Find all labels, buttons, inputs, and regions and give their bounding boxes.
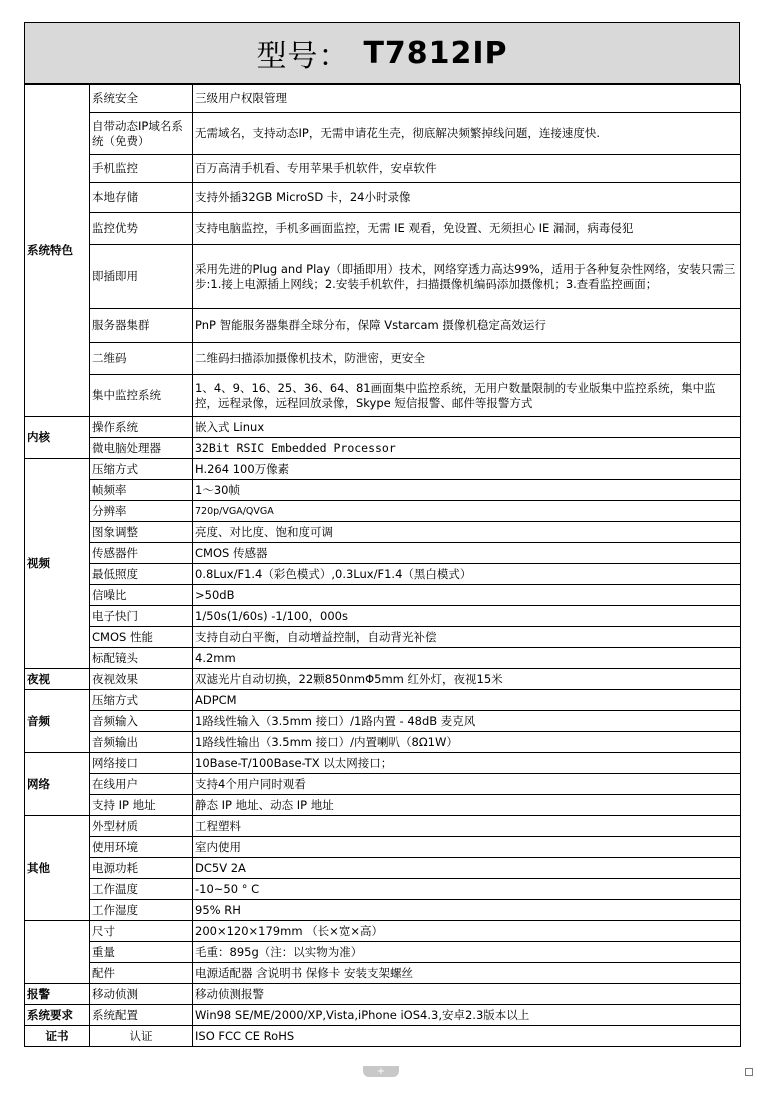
value-cell: 室内使用 [193,837,741,858]
feature-cell: 即插即用 [90,245,193,309]
value-cell: 静态 IP 地址、动态 IP 地址 [193,795,741,816]
value-cell: 三级用户权限管理 [193,85,741,113]
value-cell: 支持自动白平衡，自动增益控制，自动背光补偿 [193,627,741,648]
value-cell: ADPCM [193,690,741,711]
category-cell: 系统要求 [25,1005,90,1026]
value-cell: 1路线性输入（3.5mm 接口）/1路内置 - 48dB 麦克风 [193,711,741,732]
title-banner [24,22,740,84]
feature-cell: 系统配置 [90,1005,193,1026]
feature-cell: CMOS 性能 [90,627,193,648]
table-row [25,837,741,858]
feature-cell: 图象调整 [90,522,193,543]
value-cell: 95% RH [193,900,741,921]
resize-corner-icon[interactable] [745,1068,753,1076]
value-cell: PnP 智能服务器集群全球分布，保障 Vstarcam 摄像机稳定高效运行 [193,309,741,343]
spec-table [24,84,741,1047]
table-row [25,795,741,816]
value-cell: 二维码扫描添加摄像机技术，防泄密，更安全 [193,343,741,375]
table-row [25,459,741,480]
feature-cell: 网络接口 [90,753,193,774]
value-cell: 1路线性输出（3.5mm 接口）/内置喇叭（8Ω1W） [193,732,741,753]
value-cell: >50dB [193,585,741,606]
table-row [25,858,741,879]
table-row [25,711,741,732]
value-cell: Win98 SE/ME/2000/XP,Vista,iPhone iOS4.3,安卓2.3版本以上 [193,1005,741,1026]
feature-cell: 手机监控 [90,155,193,183]
value-cell: DC5V 2A [193,858,741,879]
table-row [25,522,741,543]
feature-cell: 本地存储 [90,183,193,213]
value-cell: 百万高清手机看、专用苹果手机软件，安卓软件 [193,155,741,183]
table-row [25,732,741,753]
feature-cell: 工作湿度 [90,900,193,921]
table-row [25,921,741,942]
table-row [25,543,741,564]
feature-cell: 音频输出 [90,732,193,753]
feature-cell: 音频输入 [90,711,193,732]
table-row [25,245,741,309]
table-row [25,627,741,648]
value-cell: 支持4个用户同时观看 [193,774,741,795]
category-cell: 视频 [25,459,90,669]
table-row [25,606,741,627]
value-cell: 4.2mm [193,648,741,669]
table-row [25,669,741,690]
value-cell: 1～30帧 [193,480,741,501]
feature-cell: 信噪比 [90,585,193,606]
table-row [25,501,741,522]
feature-cell: 尺寸 [90,921,193,942]
value-cell: 720p/VGA/QVGA [193,501,741,522]
table-row [25,375,741,417]
feature-cell: 电子快门 [90,606,193,627]
value-cell: 亮度、对比度、饱和度可调 [193,522,741,543]
table-row [25,879,741,900]
feature-cell: 传感器件 [90,543,193,564]
value-cell: 毛重：895g（注：以实物为准） [193,942,741,963]
feature-cell: 分辨率 [90,501,193,522]
feature-cell: 认证 [90,1026,193,1047]
table-row [25,774,741,795]
value-cell: 200×120×179mm （长×宽×高） [193,921,741,942]
page-add-icon[interactable]: + [363,1066,399,1077]
model-number: T7812IP [363,35,508,71]
table-row [25,183,741,213]
table-row [25,343,741,375]
table-row [25,155,741,183]
feature-cell: 标配镜头 [90,648,193,669]
table-row [25,309,741,343]
table-row [25,585,741,606]
table-row [25,963,741,984]
feature-cell: 使用环境 [90,837,193,858]
category-cell: 报警 [25,984,90,1005]
table-row [25,85,741,113]
value-cell: 0.8Lux/F1.4（彩色模式）,0.3Lux/F1.4（黑白模式） [193,564,741,585]
feature-cell: 工作温度 [90,879,193,900]
category-cell: 内核 [25,417,90,459]
feature-cell: 系统安全 [90,85,193,113]
value-cell: -10~50 ° C [193,879,741,900]
feature-cell: 移动侦测 [90,984,193,1005]
category-cell: 音频 [25,690,90,753]
table-row [25,942,741,963]
value-cell: 支持外插32GB MicroSD 卡，24小时录像 [193,183,741,213]
table-row [25,480,741,501]
feature-cell: 在线用户 [90,774,193,795]
feature-cell: 微电脑处理器 [90,438,193,459]
table-row [25,113,741,155]
feature-cell: 操作系统 [90,417,193,438]
category-cell: 网络 [25,753,90,816]
feature-cell: 帧频率 [90,480,193,501]
value-cell: 嵌入式 Linux [193,417,741,438]
feature-cell: 服务器集群 [90,309,193,343]
feature-cell: 监控优势 [90,213,193,245]
value-cell: 双滤光片自动切换，22颗850nmΦ5mm 红外灯，夜视15米 [193,669,741,690]
table-row [25,648,741,669]
value-cell: 10Base-T/100Base-TX 以太网接口； [193,753,741,774]
table-row [25,690,741,711]
table-row [25,900,741,921]
table-row [25,1026,741,1047]
category-cell: 其他 [25,816,90,921]
feature-cell: 重量 [90,942,193,963]
value-cell: 移动侦测报警 [193,984,741,1005]
value-cell: 电源适配器 含说明书 保修卡 安装支架螺丝 [193,963,741,984]
feature-cell: 配件 [90,963,193,984]
table-row [25,564,741,585]
feature-cell: 自带动态IP域名系统（免费） [90,113,193,155]
category-cell: 证书 [25,1026,90,1047]
feature-cell: 外型材质 [90,816,193,837]
category-cell [25,921,90,984]
spec-sheet [24,22,740,1047]
feature-cell: 电源功耗 [90,858,193,879]
category-cell: 夜视 [25,669,90,690]
table-row [25,417,741,438]
table-row [25,984,741,1005]
value-cell: 1、4、9、16、25、36、64、81画面集中监控系统，无用户数量限制的专业版集中监控系统，集中监控，远程录像，远程回放录像，Skype 短信报警、邮件等报警方式 [193,375,741,417]
feature-cell: 压缩方式 [90,690,193,711]
value-cell: 支持电脑监控，手机多画面监控，无需 IE 观看，免设置、无须担心 IE 漏洞，病毒侵犯 [193,213,741,245]
table-row [25,213,741,245]
table-row [25,816,741,837]
feature-cell: 压缩方式 [90,459,193,480]
value-cell: CMOS 传感器 [193,543,741,564]
feature-cell: 二维码 [90,343,193,375]
feature-cell: 夜视效果 [90,669,193,690]
feature-cell: 最低照度 [90,564,193,585]
title-label: 型号 [256,39,319,74]
value-cell: 32Bit RSIC Embedded Processor [193,438,741,459]
table-row [25,1005,741,1026]
value-cell: 1/50s(1/60s) -1/100，000s [193,606,741,627]
table-row [25,438,741,459]
feature-cell: 支持 IP 地址 [90,795,193,816]
value-cell: H.264 100万像素 [193,459,741,480]
value-cell: 工程塑料 [193,816,741,837]
feature-cell: 集中监控系统 [90,375,193,417]
category-cell: 系统特色 [25,85,90,417]
value-cell: ISO FCC CE RoHS [193,1026,741,1047]
title-separator: ： [318,39,350,74]
value-cell: 采用先进的Plug and Play（即插即用）技术，网络穿透力高达99%，适用于各种复杂性网络，安装只需三步:1.接上电源插上网线；2.安装手机软件，扫描摄像机编码添加摄像机；3.查看监控画面； [193,245,741,309]
table-row [25,753,741,774]
value-cell: 无需域名，支持动态IP，无需申请花生壳，彻底解决频繁掉线问题，连接速度快. [193,113,741,155]
